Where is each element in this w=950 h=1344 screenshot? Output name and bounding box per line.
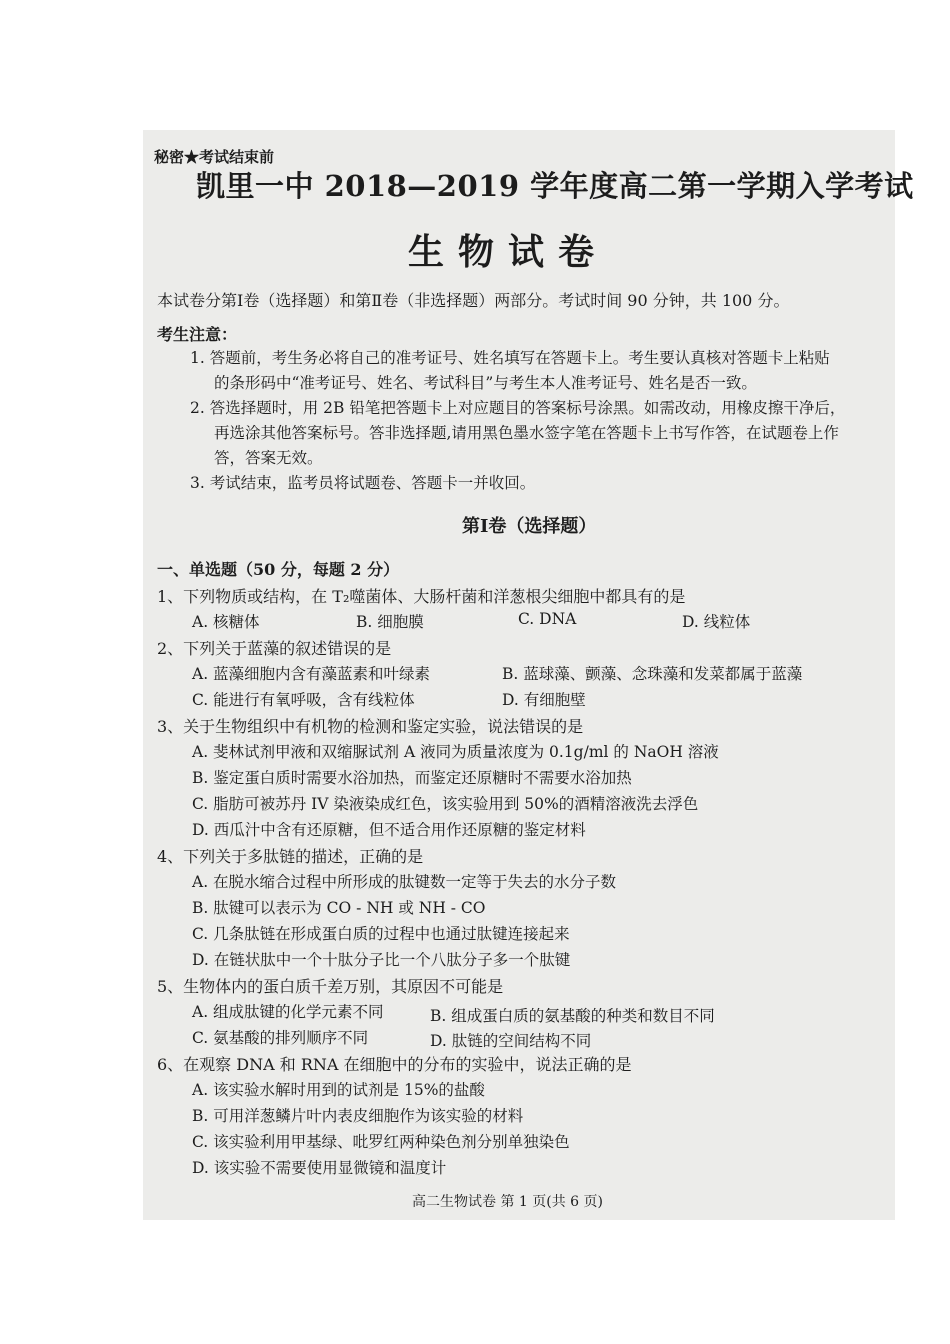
notice-line: 的条形码中“准考证号、姓名、考试科目”与考生本人准考证号、姓名是否一致。 bbox=[214, 374, 757, 392]
question-option: A. 该实验水解时用到的试剂是 15%的盐酸 bbox=[192, 1081, 485, 1099]
question-option: A. 核糖体 bbox=[192, 613, 260, 631]
question-stem: 2、下列关于蓝藻的叙述错误的是 bbox=[157, 639, 392, 658]
exam-title: 凯里一中 2018—2019 学年度高二第一学期入学考试 bbox=[196, 169, 914, 203]
question-option: D. 肽链的空间结构不同 bbox=[430, 1032, 592, 1050]
question-option: C. 几条肽链在形成蛋白质的过程中也通过肽键连接起来 bbox=[192, 925, 570, 943]
question-option: A. 在脱水缩合过程中所形成的肽键数一定等于失去的水分子数 bbox=[192, 873, 617, 891]
question-option: B. 蓝球藻、颤藻、念珠藻和发菜都属于蓝藻 bbox=[502, 665, 803, 683]
question-option: B. 细胞膜 bbox=[356, 613, 424, 631]
question-option: C. 氨基酸的排列顺序不同 bbox=[192, 1029, 369, 1047]
question-option: C. DNA bbox=[518, 610, 577, 628]
notice-line: 2. 答选择题时，用 2B 铅笔把答题卡上对应题目的答案标号涂黑。如需改动，用橡皮擦干净后， bbox=[190, 399, 846, 417]
question-stem: 5、生物体内的蛋白质千差万别，其原因不可能是 bbox=[157, 977, 504, 996]
question-option: A. 蓝藻细胞内含有藻蓝素和叶绿素 bbox=[192, 665, 431, 683]
question-option: B. 肽键可以表示为 CO - NH 或 NH - CO bbox=[192, 899, 486, 917]
question-option: D. 有细胞壁 bbox=[502, 691, 586, 709]
question-option: C. 脂肪可被苏丹 IV 染液染成红色，该实验用到 50%的酒精溶液洗去浮色 bbox=[192, 795, 699, 813]
intro-text: 本试卷分第Ⅰ卷（选择题）和第Ⅱ卷（非选择题）两部分。考试时间 90 分钟，共 100 分。 bbox=[157, 291, 790, 310]
question-option: D. 该实验不需要使用显微镜和温度计 bbox=[192, 1159, 447, 1177]
notice-line: 1. 答题前，考生务必将自己的准考证号、姓名填写在答题卡上。考生要认真核对答题卡上粘贴 bbox=[190, 349, 830, 367]
notice-line: 再选涂其他答案标号。答非选择题,请用黑色墨水签字笔在答题卡上书写作答，在试题卷上作 bbox=[214, 424, 839, 442]
notice-line: 3. 考试结束，监考员将试题卷、答题卡一并收回。 bbox=[190, 474, 536, 492]
question-option: D. 线粒体 bbox=[682, 613, 751, 631]
question-stem: 1、下列物质或结构，在 T₂噬菌体、大肠杆菌和洋葱根尖细胞中都具有的是 bbox=[157, 587, 686, 606]
secret-label: 秘密★考试结束前 bbox=[154, 148, 275, 166]
question-option: C. 能进行有氧呼吸，含有线粒体 bbox=[192, 691, 415, 709]
notice-line: 答，答案无效。 bbox=[214, 449, 323, 467]
section-title: 第Ⅰ卷（选择题） bbox=[462, 516, 597, 537]
question-option: B. 组成蛋白质的氨基酸的种类和数目不同 bbox=[430, 1007, 715, 1025]
question-option: A. 组成肽键的化学元素不同 bbox=[192, 1003, 384, 1021]
page-footer: 高二生物试卷 第 1 页(共 6 页) bbox=[412, 1194, 603, 1210]
question-option: B. 可用洋葱鳞片叶内表皮细胞作为该实验的材料 bbox=[192, 1107, 524, 1125]
subject-title: 生物试卷 bbox=[408, 231, 609, 273]
question-option: C. 该实验利用甲基绿、吡罗红两种染色剂分别单独染色 bbox=[192, 1133, 570, 1151]
question-option: D. 在链状肽中一个十肽分子比一个八肽分子多一个肽键 bbox=[192, 951, 571, 969]
question-stem: 4、下列关于多肽链的描述，正确的是 bbox=[157, 847, 424, 866]
part-heading: 一、单选题（50 分，每题 2 分） bbox=[157, 560, 400, 579]
question-option: A. 斐林试剂甲液和双缩脲试剂 A 液同为质量浓度为 0.1g/ml 的 NaOH 溶液 bbox=[192, 743, 719, 761]
question-option: B. 鉴定蛋白质时需要水浴加热，而鉴定还原糖时不需要水浴加热 bbox=[192, 769, 632, 787]
question-stem: 3、关于生物组织中有机物的检测和鉴定实验，说法错误的是 bbox=[157, 717, 584, 736]
question-option: D. 西瓜汁中含有还原糖，但不适合用作还原糖的鉴定材料 bbox=[192, 821, 586, 839]
notice-heading: 考生注意： bbox=[157, 325, 238, 344]
question-stem: 6、在观察 DNA 和 RNA 在细胞中的分布的实验中，说法正确的是 bbox=[157, 1055, 632, 1074]
